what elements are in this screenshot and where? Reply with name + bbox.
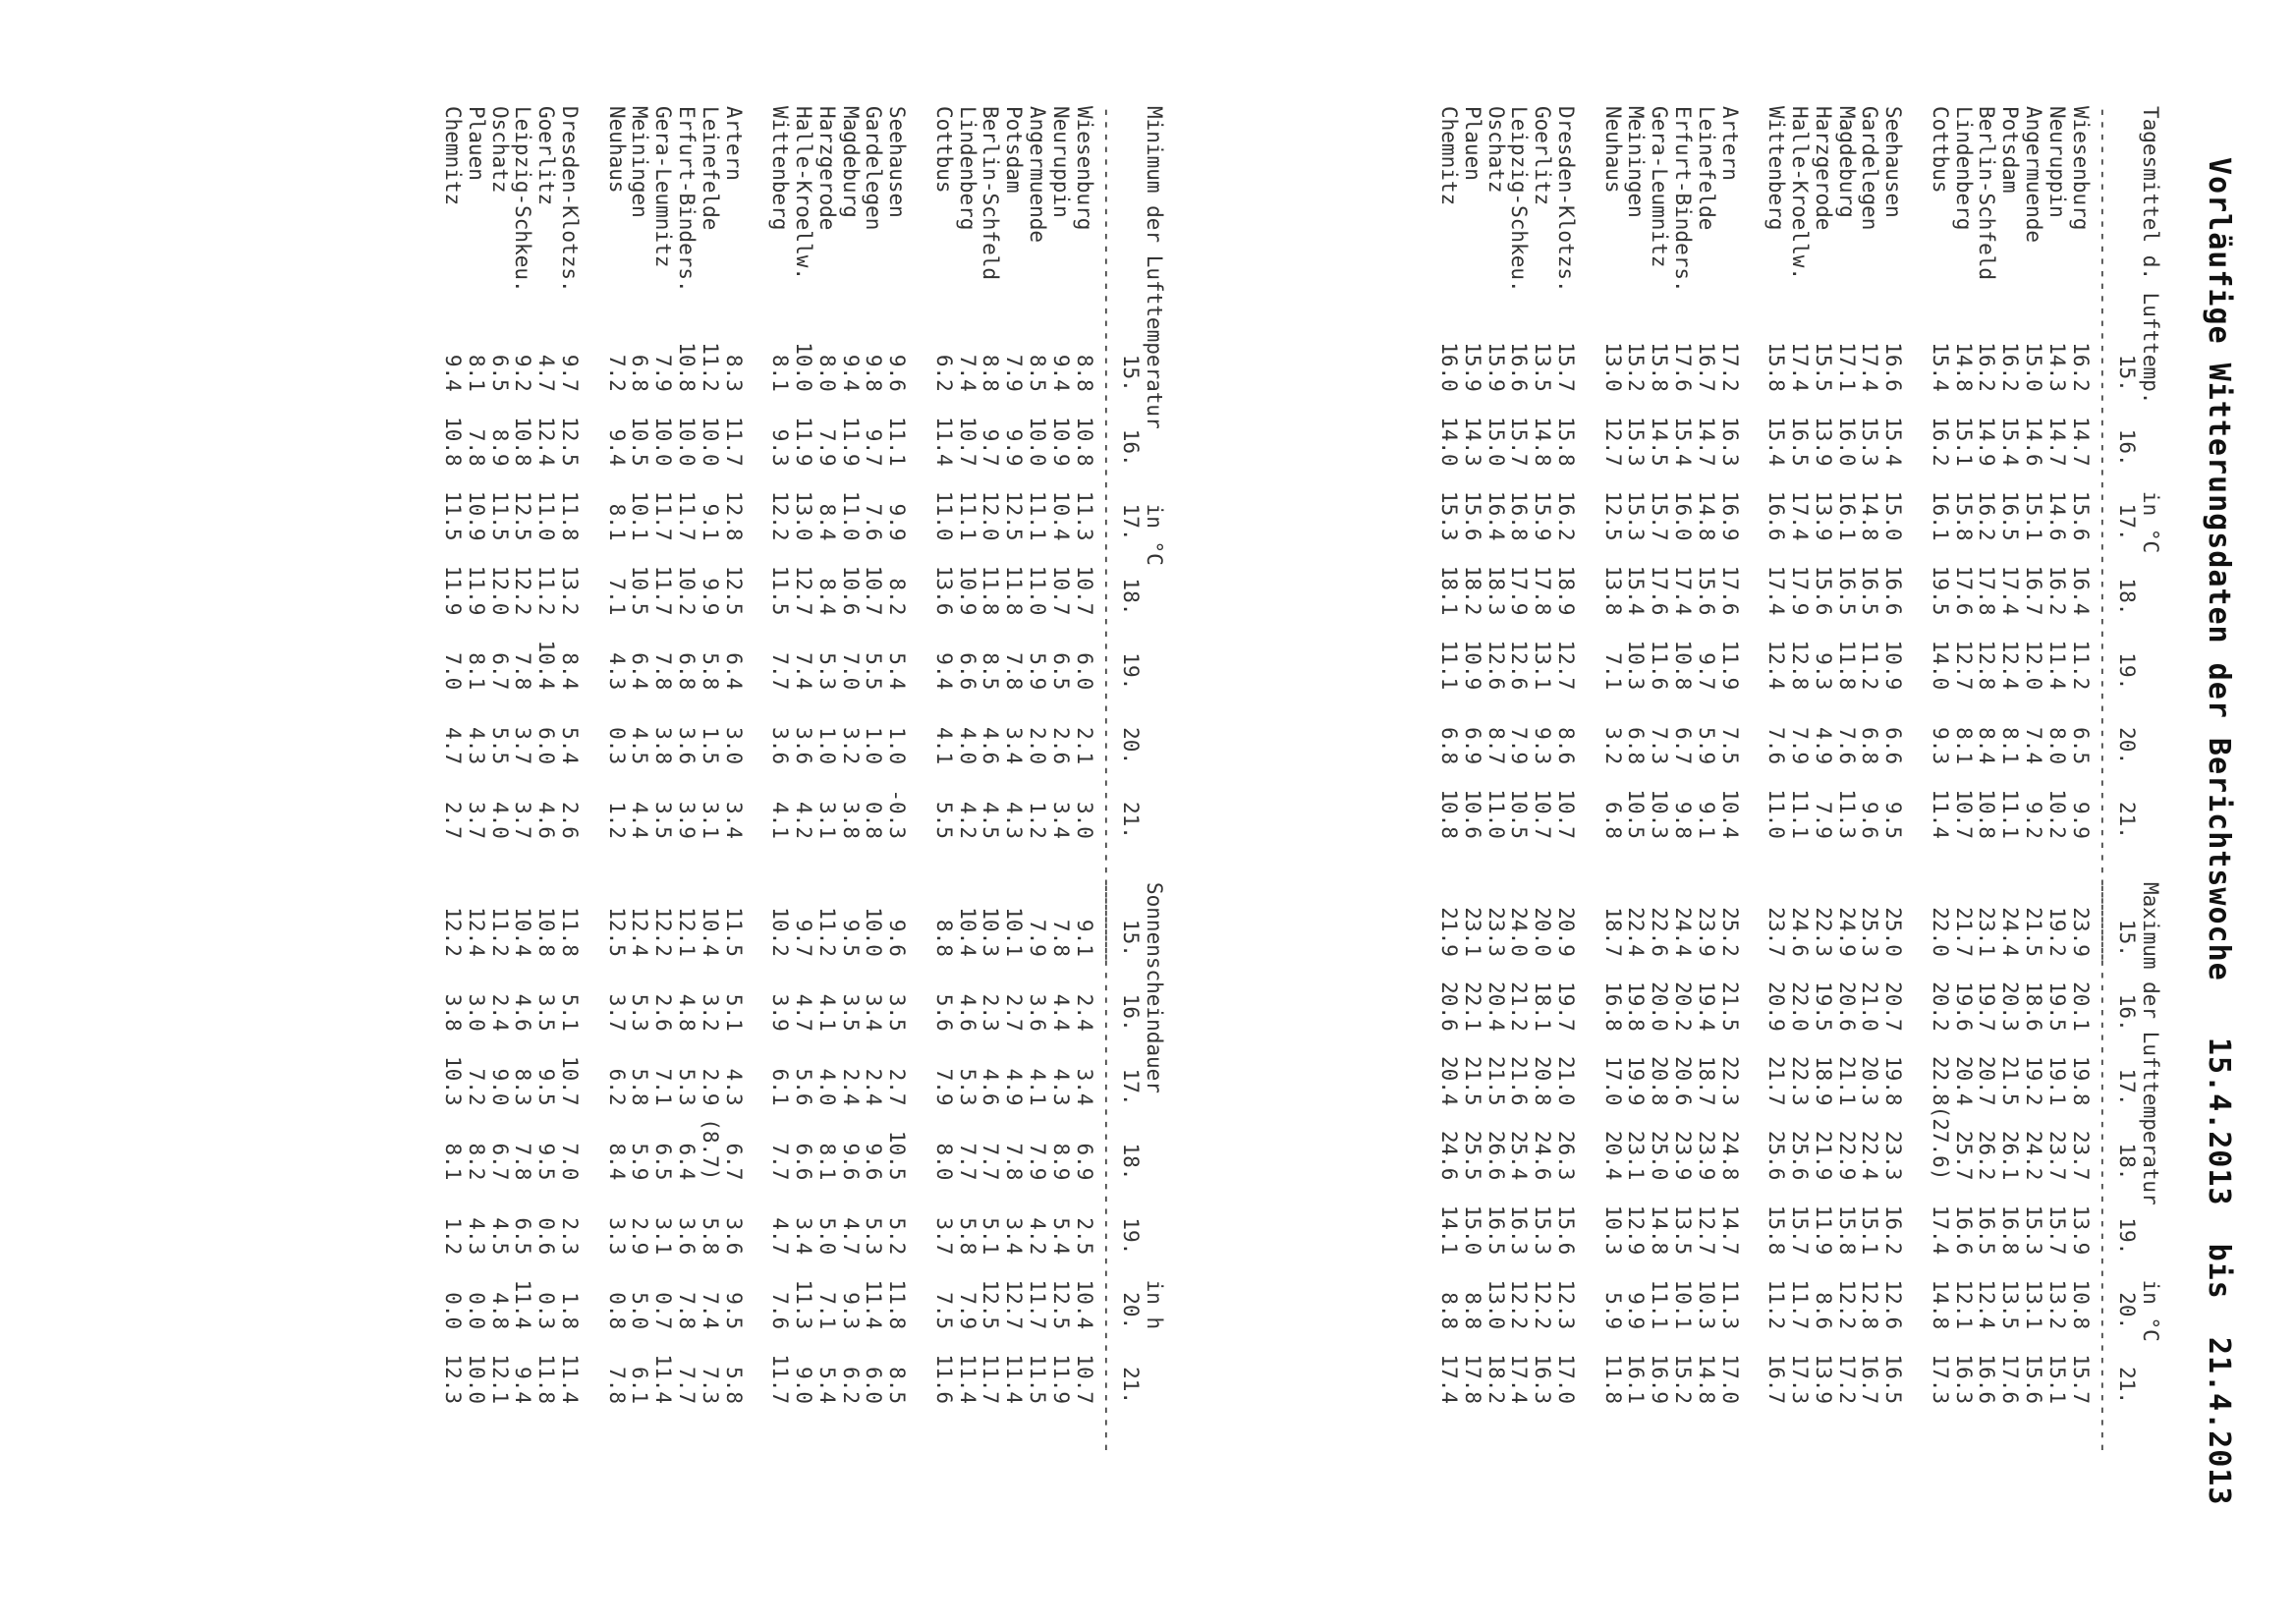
table-row: 23.9 20.1 19.8 23.7 13.9 10.8 15.7	[2068, 882, 2093, 1405]
table-row: Erfurt-Binders. 17.6 15.4 16.0 17.4 10.8 6.7 9.8	[1671, 106, 1696, 839]
table-header-title: Maximum der Lufttemperatur in °C	[2139, 882, 2162, 1342]
table-row: 9.5 3.5 2.4 9.6 4.7 9.3 6.2	[838, 882, 863, 1405]
group-gap	[581, 106, 604, 963]
table-row: 11.2 2.4 9.0 6.7 4.5 4.8 12.1	[487, 882, 512, 1405]
table-row: Magdeburg 17.1 16.0 16.1 16.5 11.8 7.6 11.3	[1834, 106, 1859, 839]
table-separator: ----------------------------------------------	[2092, 882, 2116, 1454]
table-row: Goerlitz 13.5 14.8 15.9 17.8 13.1 9.3 10.7	[1531, 106, 1555, 839]
table-row: 10.0 3.4 2.4 9.6 5.3 11.4 6.0	[862, 882, 886, 1405]
table-row: 11.8 5.1 10.7 7.0 2.3 1.8 11.4	[558, 882, 583, 1405]
table-header-days: 15. 16. 17. 18. 19. 20. 21.	[1119, 882, 1144, 1441]
table-row: Wittenberg 15.8 15.4 16.6 17.4 12.4 7.6 11.0	[1764, 106, 1789, 839]
table-separator: ----------------------------------------------	[1095, 882, 1120, 1454]
table-row: 12.5 3.7 6.2 8.4 3.3 0.8 7.8	[604, 882, 629, 1405]
table-row: Wittenberg 8.1 9.3 12.2 11.5 7.7 3.6 4.1	[768, 106, 793, 839]
table-row: 12.1 4.8 5.3 6.4 3.6 7.8 7.7	[675, 882, 700, 1405]
group-gap	[1741, 882, 1764, 1454]
table-row: 24.9 20.6 21.1 22.9 15.8 12.2 17.2	[1834, 882, 1859, 1405]
table-row: 22.4 19.8 19.9 23.1 12.9 9.9 16.1	[1624, 882, 1649, 1405]
table-row: Neuruppin 14.3 14.7 14.6 16.2 11.4 8.0 10.2	[2044, 106, 2069, 839]
table-separator: ---------------------------------------------------------------------	[1095, 106, 1120, 964]
table-row: 25.0 20.7 19.8 23.3 16.2 12.6 16.5	[1881, 882, 1906, 1405]
table-row: Potsdam 7.9 9.9 12.5 11.8 7.8 3.4 4.3	[1002, 106, 1027, 839]
table-row: 20.0 18.1 20.8 24.6 15.3 12.2 16.3	[1531, 882, 1555, 1405]
table-header-title: Sonnenscheindauer in h	[1143, 882, 1166, 1330]
table-row: 7.9 3.6 4.1 7.9 4.2 11.7 11.5	[1026, 882, 1050, 1405]
group-gap	[908, 882, 931, 1454]
table-row: 9.1 2.4 3.4 6.9 2.5 10.4 10.7	[1072, 882, 1096, 1405]
table-row: Neuruppin 9.4 10.9 10.4 10.7 6.5 2.6 3.4	[1048, 106, 1073, 839]
table-row: Angermuende 8.5 10.0 11.1 11.0 5.9 2.0 1.2	[1026, 106, 1050, 839]
group-gap	[1577, 106, 1600, 963]
table-row: 22.6 20.0 20.8 25.0 14.8 11.1 16.9	[1648, 882, 1672, 1405]
group-gap	[745, 882, 768, 1454]
table-row: Leipzig-Schkeu. 16.6 15.7 16.8 17.9 12.6 7.9 10.5	[1507, 106, 1532, 839]
table-sunshine-duration	[440, 882, 1165, 1454]
table-row: 7.8 4.4 4.3 8.9 5.4 12.5 11.9	[1048, 882, 1073, 1405]
table-row: 12.2 3.8 10.3 8.1 1.2 0.0 12.3	[441, 882, 466, 1405]
table-row: Oschatz 15.9 15.0 16.4 18.3 12.6 8.7 11.0	[1483, 106, 1508, 839]
table-row: 23.7 20.9 21.7 25.6 15.8 11.2 16.7	[1764, 882, 1789, 1405]
table-row: Chemnitz 16.0 14.0 15.3 18.1 11.1 6.8 10.8	[1437, 106, 1462, 839]
table-row: Meiningen 15.2 15.3 15.3 15.4 10.3 6.8 10.5	[1624, 106, 1649, 839]
table-row: Leinefelde 16.7 14.7 14.8 15.6 9.7 5.9 9.1	[1694, 106, 1718, 839]
table-row: 19.2 19.5 19.1 23.7 15.7 13.2 15.1	[2044, 882, 2069, 1405]
table-row: Cottbus 15.4 16.2 16.1 19.5 14.0 9.3 11.4	[1928, 106, 1952, 839]
table-row: 24.4 20.3 21.5 26.1 16.8 13.5 17.6	[1998, 882, 2023, 1405]
table-row: Artern 8.3 11.7 12.8 12.5 6.4 3.0 3.4	[721, 106, 746, 839]
group-gap	[745, 106, 768, 963]
table-row: Halle-Kroellw. 10.0 11.9 13.0 12.7 7.4 3.6 4.2	[792, 106, 816, 839]
table-row: 10.1 2.7 4.9 7.8 3.4 12.7 11.4	[1002, 882, 1027, 1405]
table-row: Goerlitz 4.7 12.4 11.0 11.2 10.4 6.0 4.6	[534, 106, 559, 839]
table-row: 21.7 19.6 20.4 25.7 16.6 12.1 16.3	[1951, 882, 1976, 1405]
table-row: Berlin-Schfeld 16.2 14.9 16.2 17.8 12.8 8.4 10.8	[1975, 106, 1999, 839]
group-gap	[1577, 882, 1600, 1454]
table-row: 24.6 22.0 22.3 25.6 15.7 11.7 17.3	[1788, 882, 1813, 1405]
table-row: Wiesenburg 8.8 10.8 11.3 10.7 6.0 2.1 3.0	[1072, 106, 1096, 839]
table-row: Gardelegen 9.8 9.7 7.6 10.7 5.5 1.0 0.8	[862, 106, 886, 839]
table-row: 21.5 18.6 19.2 24.2 15.3 13.1 15.6	[2022, 882, 2046, 1405]
table-row: Seehausen 9.6 11.1 9.9 8.2 5.4 1.0 -0.3	[885, 106, 910, 839]
table-row: 22.3 19.5 18.9 21.9 11.9 8.6 13.9	[1811, 882, 1835, 1405]
table-row: 23.9 19.4 18.7 23.9 12.7 10.3 14.8	[1694, 882, 1718, 1405]
table-header-days: 15. 16. 17. 18. 19. 20. 21.	[1119, 106, 1144, 876]
table-row: Erfurt-Binders. 10.8 10.0 11.7 10.2 6.8 3.6 3.9	[675, 106, 700, 839]
table-row: 12.4 5.3 5.8 5.9 2.9 5.0 6.1	[628, 882, 652, 1405]
table-row: Magdeburg 9.4 11.9 11.0 10.6 7.0 3.2 3.8	[838, 106, 863, 839]
table-row: 10.2 3.9 6.1 7.7 4.7 7.6 11.7	[768, 882, 793, 1405]
group-gap	[1741, 106, 1764, 963]
group-gap	[908, 106, 931, 963]
table-row: Chemnitz 9.4 10.8 11.5 11.9 7.0 4.7 2.7	[441, 106, 466, 839]
table-row: 23.1 19.7 20.7 26.2 16.5 12.4 16.6	[1975, 882, 1999, 1405]
table-row: 22.0 20.2 22.8(27.6) 17.4 14.8 17.3	[1928, 882, 1952, 1405]
table-row: 25.2 21.5 22.3 24.8 14.7 11.3 17.0	[1717, 882, 1742, 1405]
table-row: Oschatz 6.5 8.9 11.5 12.0 6.7 5.5 4.0	[487, 106, 512, 839]
table-row: Gera-Leumnitz 7.9 10.0 11.7 11.7 7.8 3.8 3.5	[651, 106, 676, 839]
table-header-days: 15. 16. 17. 18. 19. 20. 21.	[2115, 882, 2140, 1441]
table-header-title: Minimum der Lufttemperatur in °C	[1143, 106, 1166, 566]
table-row: 24.0 21.2 21.6 25.4 16.3 12.2 17.4	[1507, 882, 1532, 1405]
table-row: Artern 17.2 16.3 16.9 17.6 11.9 7.5 10.4	[1717, 106, 1742, 839]
table-row: Halle-Kroellw. 17.4 16.5 17.4 17.9 12.8 7.9 11.1	[1788, 106, 1813, 839]
table-row: Lindenberg 7.4 10.7 11.1 10.9 6.6 4.0 4.2	[955, 106, 980, 839]
table-row: Harzgerode 8.0 7.9 8.4 8.4 5.3 1.0 3.1	[814, 106, 839, 839]
table-header-title: Tagesmittel d. Lufttemp. in °C	[2139, 106, 2162, 554]
table-row: 9.7 4.7 5.6 6.6 3.4 11.3 9.0	[792, 882, 816, 1405]
table-row: 10.8 3.5 9.5 9.5 0.6 0.3 11.8	[534, 882, 559, 1405]
table-row: 8.8 5.6 7.9 8.0 3.7 7.5 11.6	[931, 882, 956, 1405]
table-row: Meiningen 6.8 10.5 10.1 10.5 6.4 4.5 4.4	[628, 106, 652, 839]
table-row: Angermuende 15.0 14.6 15.1 16.7 12.0 7.4 9.2	[2022, 106, 2046, 839]
group-gap	[581, 882, 604, 1454]
table-min-temperature	[440, 106, 1165, 963]
table-row: Neuhaus 7.2 9.4 8.1 7.1 4.3 0.3 1.2	[604, 106, 629, 839]
table-row: Wiesenburg 16.2 14.7 15.6 16.4 11.2 6.5 9.9	[2068, 106, 2093, 839]
table-row: 10.4 4.6 8.3 7.8 6.5 11.4 9.4	[511, 882, 535, 1405]
table-row: Gera-Leumnitz 15.8 14.5 15.7 17.6 11.6 7.3 10.3	[1648, 106, 1672, 839]
table-separator: ---------------------------------------------------------------------	[2092, 106, 2116, 964]
table-row: Harzgerode 15.5 13.9 13.9 15.6 9.3 4.9 7.9	[1811, 106, 1835, 839]
table-header-days: 15. 16. 17. 18. 19. 20. 21.	[2115, 106, 2140, 876]
table-row: Plauen 8.1 7.8 10.9 11.9 8.1 4.3 3.7	[464, 106, 488, 839]
table-row: 11.5 5.1 4.3 6.7 3.6 9.5 5.8	[721, 882, 746, 1405]
table-row: Leipzig-Schkeu. 9.2 10.8 12.5 12.2 7.8 3.7 3.7	[511, 106, 535, 839]
table-row: Potsdam 16.2 15.4 16.5 17.4 12.4 8.1 11.1	[1998, 106, 2023, 839]
table-row: 23.1 22.1 21.5 25.5 15.0 8.8 17.8	[1460, 882, 1484, 1405]
table-row: 10.4 4.6 5.3 7.7 5.8 7.9 11.4	[955, 882, 980, 1405]
table-row: 25.3 21.0 20.3 22.4 15.1 12.8 16.7	[1858, 882, 1882, 1405]
table-row: Plauen 15.9 14.3 15.6 18.2 10.9 6.9 10.6	[1460, 106, 1484, 839]
table-row: 24.4 20.2 20.6 23.9 13.5 10.1 15.2	[1671, 882, 1696, 1405]
table-row: Cottbus 6.2 11.4 11.0 13.6 9.4 4.1 5.5	[931, 106, 956, 839]
table-row: 20.9 19.7 21.0 26.3 15.6 12.3 17.0	[1554, 882, 1579, 1405]
table-row: Lindenberg 14.8 15.1 15.8 17.6 12.7 8.1 10.7	[1951, 106, 1976, 839]
table-row: 9.6 3.5 2.7 10.5 5.2 11.8 8.5	[885, 882, 910, 1405]
table-row: Berlin-Schfeld 8.8 9.7 12.0 11.8 8.5 4.6 4.5	[979, 106, 1003, 839]
table-max-temperature	[1436, 882, 2161, 1454]
table-row: Dresden-Klotzs. 9.7 12.5 11.8 13.2 8.4 5.4 2.6	[558, 106, 583, 839]
table-row: 10.3 2.3 4.6 7.7 5.1 12.5 11.7	[979, 882, 1003, 1405]
table-row: Dresden-Klotzs. 15.7 15.8 16.2 18.9 12.7 8.6 10.7	[1554, 106, 1579, 839]
table-row: Seehausen 16.6 15.4 15.0 16.6 10.9 6.6 9.5	[1881, 106, 1906, 839]
document-title: Vorläufige Witterungsdaten der Berichtswoche 15.4.2013 bis 21.4.2013	[2202, 157, 2236, 1506]
table-row: 11.2 4.1 4.0 8.1 5.0 7.1 5.4	[814, 882, 839, 1405]
group-gap	[1904, 106, 1928, 963]
table-row: 23.3 20.4 21.5 26.6 16.5 13.0 18.2	[1483, 882, 1508, 1405]
table-row: Neuhaus 13.0 12.7 12.5 13.8 7.1 3.2 6.8	[1600, 106, 1625, 839]
group-gap	[1904, 882, 1928, 1454]
table-row: Leinefelde 11.2 10.0 9.1 9.9 5.8 1.5 3.1	[698, 106, 722, 839]
table-row: 18.7 16.8 17.0 20.4 10.3 5.9 11.8	[1600, 882, 1625, 1405]
table-row: 10.4 3.2 2.9 (8.7) 5.8 7.4 7.3	[698, 882, 722, 1405]
table-mean-temperature	[1436, 106, 2161, 963]
table-row: 12.2 2.6 7.1 6.5 3.1 0.7 11.4	[651, 882, 676, 1405]
table-row: Gardelegen 17.4 15.3 14.8 16.5 11.2 6.8 9.6	[1858, 106, 1882, 839]
table-row: 12.4 3.0 7.2 8.2 4.3 0.0 10.0	[464, 882, 488, 1405]
table-row: 21.9 20.6 20.4 24.6 14.1 8.8 17.4	[1437, 882, 1462, 1405]
